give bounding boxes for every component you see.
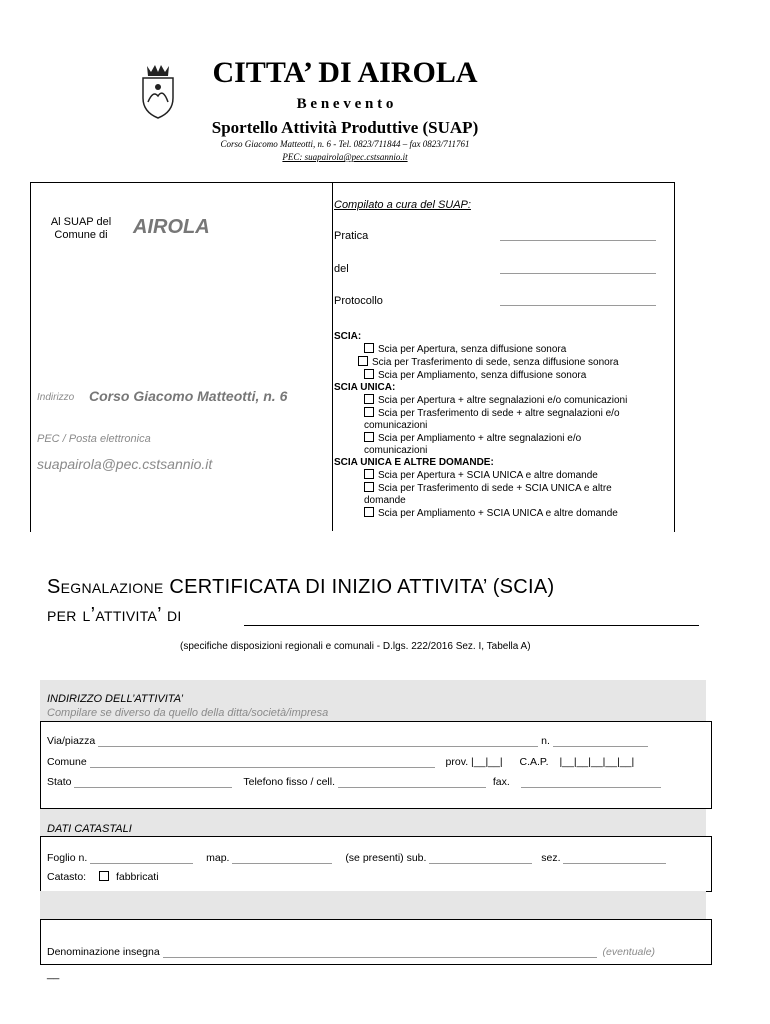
map-input[interactable] (232, 853, 332, 864)
scia-option[interactable]: Scia per Apertura + altre segnalazioni e/o comunicazioni (334, 394, 670, 407)
stato-input[interactable] (74, 777, 232, 788)
comune-input[interactable] (90, 757, 435, 768)
office-pec[interactable]: PEC: suapairola@pec.cstsannio.it (282, 152, 408, 162)
group-scia-title: SCIA: (334, 331, 362, 342)
field-del (334, 259, 659, 277)
city-logo (133, 62, 183, 120)
group-scia-unica-title: SCIA UNICA: (334, 382, 396, 393)
checkbox[interactable] (364, 394, 374, 404)
insegna-row: Denominazione insegna (eventuale) (47, 946, 656, 958)
prov-boxes[interactable]: |__|__| (471, 756, 503, 768)
field-protocollo (334, 291, 659, 309)
foglio-row: Foglio n. map. (se presenti) sub. sez. (47, 852, 666, 864)
scia-option[interactable]: Scia per Apertura + SCIA UNICA e altre domande (334, 469, 670, 482)
group-scia-unica-altre-title: SCIA UNICA E ALTRE DOMANDE: (334, 457, 494, 468)
checkbox[interactable] (364, 407, 374, 417)
via-input[interactable] (98, 736, 538, 747)
cap-boxes[interactable]: |__|__|__|__|__| (559, 756, 635, 768)
catastali-section-header (40, 809, 706, 837)
pec-value: suapairola@pec.cstsannio.it (37, 456, 213, 472)
scia-option[interactable]: Scia per Ampliamento + altre segnalazioni e/o comunicazioni (364, 433, 582, 456)
sub-input[interactable] (429, 853, 532, 864)
field-protocollo-line[interactable] (500, 295, 656, 306)
suap-box-title: Compilato a cura del SUAP: (334, 199, 471, 211)
recipient-comune: AIROLA (133, 216, 210, 238)
office-name: Sportello Attività Produttive (SUAP) (211, 118, 479, 137)
scia-option[interactable]: Scia per Trasferimento di sede + altre segnalazioni e/o comunicazioni (364, 408, 620, 431)
main-title-line2 (47, 604, 707, 627)
stato-row: Stato Telefono fisso / cell. fax. (47, 776, 661, 788)
checkbox[interactable] (364, 507, 374, 517)
field-protocollo-label: Protocollo (334, 295, 383, 307)
attivita-line[interactable] (244, 625, 699, 626)
scia-option[interactable]: Scia per Ampliamento, senza diffusione sonora (334, 369, 670, 382)
insegna-input[interactable] (163, 947, 597, 958)
scia-option[interactable]: Scia per Trasferimento di sede, senza diffusione sonora (334, 356, 628, 369)
fabbricati-checkbox[interactable] (99, 871, 109, 881)
checkbox[interactable] (364, 343, 374, 353)
main-title-note: (specifiche disposizioni regionali e comunali - D.lgs. 222/2016 Sez. I, Tabella A) (180, 641, 531, 652)
recipient-to-label: Al SUAP del Comune di (50, 216, 112, 241)
civico-input[interactable] (553, 736, 648, 747)
comune-row: Comune prov. |__|__| C.A.P. |__|__|__|__|__| (47, 756, 635, 768)
footer-mark: __ (47, 968, 60, 980)
indirizzo-label: Indirizzo (37, 392, 75, 403)
field-del-line[interactable] (500, 263, 656, 274)
province: B e n e v e n t o (296, 96, 394, 112)
office-address: Corso Giacomo Matteotti, n. 6 - Tel. 0823/711844 – fax 0823/711761 (220, 139, 470, 149)
scia-groups (334, 331, 670, 520)
checkbox[interactable] (358, 356, 368, 366)
scia-option[interactable]: Scia per Apertura, senza diffusione sonora (334, 343, 670, 356)
telefono-input[interactable] (338, 777, 486, 788)
field-pratica-line[interactable] (500, 230, 656, 241)
fax-input[interactable] (521, 777, 661, 788)
main-title-line1: Segnalazione CERTIFICATA DI INIZIO ATTIVITA’ (SCIA) (47, 576, 555, 598)
catasto-row: Catasto: fabbricati (47, 871, 159, 883)
field-pratica-label: Pratica (334, 230, 369, 242)
catastali-section-title: DATI CATASTALI (47, 823, 132, 835)
scia-option[interactable]: Scia per Ampliamento + SCIA UNICA e altre domande (334, 507, 670, 520)
city-title: CITTA’ DI AIROLA (212, 56, 478, 89)
field-del-label: del (334, 263, 349, 275)
indirizzo-section-title: INDIRIZZO DELL’ATTIVITA’ (47, 693, 184, 705)
section-spacer (40, 891, 706, 919)
insegna-section-box (40, 919, 712, 965)
sez-input[interactable] (563, 853, 666, 864)
checkbox[interactable] (364, 482, 374, 492)
indirizzo-value: Corso Giacomo Matteotti, n. 6 (89, 388, 288, 404)
foglio-input[interactable] (90, 853, 193, 864)
via-row: Via/piazza n. (47, 735, 648, 747)
checkbox[interactable] (364, 369, 374, 379)
indirizzo-section-subtitle: Compilare se diverso da quello della ditta/società/impresa (47, 707, 329, 719)
checkbox[interactable] (364, 432, 374, 442)
catastali-section-box (40, 836, 712, 892)
field-pratica (334, 226, 659, 244)
main-title-line2-text: per l’attivita’ di (47, 604, 182, 626)
pec-label: PEC / Posta elettronica (37, 433, 151, 445)
scia-option[interactable]: Scia per Trasferimento di sede + SCIA UNICA e altre domande (364, 483, 612, 506)
checkbox[interactable] (364, 469, 374, 479)
top-box-divider (332, 182, 333, 531)
